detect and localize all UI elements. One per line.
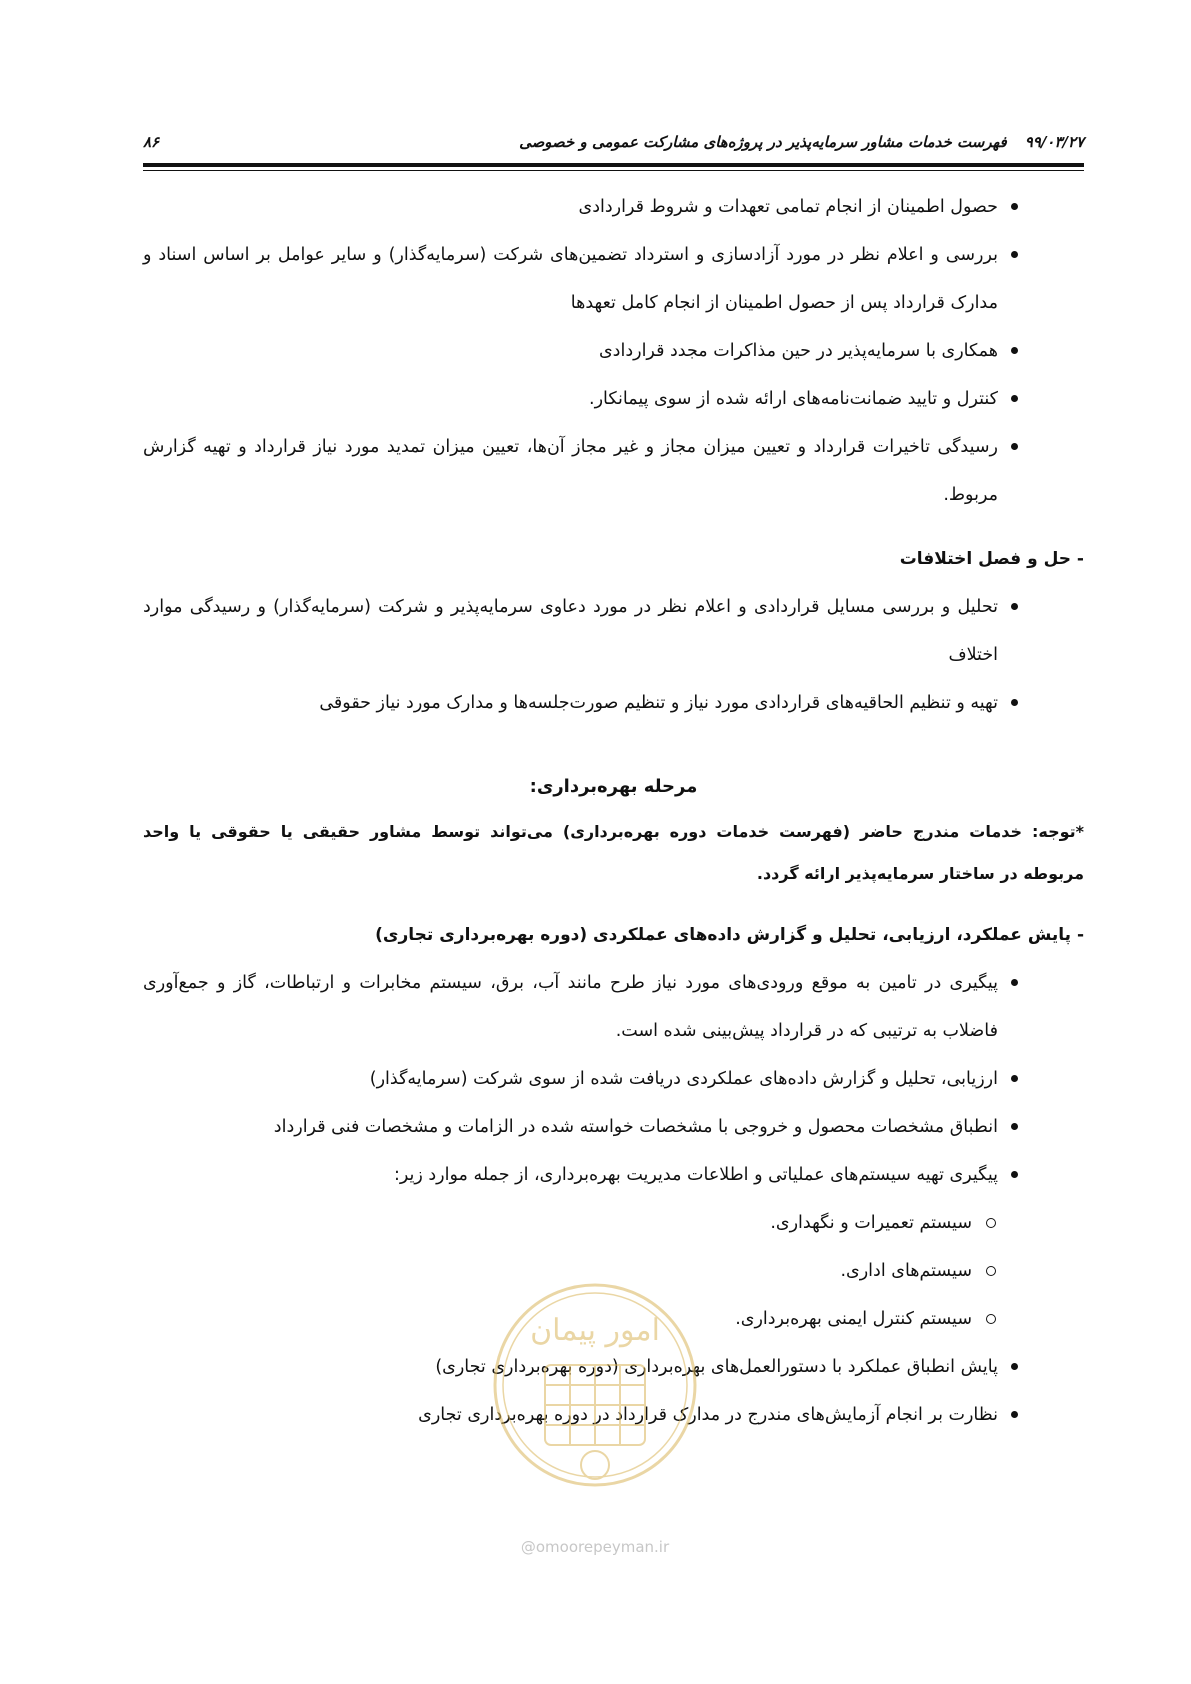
list-item: انطباق مشخصات محصول و خروجی با مشخصات خواسته شده در الزامات و مشخصات فنی قرارداد <box>143 1103 1084 1151</box>
header-date: ۹۹/۰۳/۲۷ <box>1024 133 1084 151</box>
list-item: همکاری با سرمایه‌پذیر در حین مذاکرات مجدد قراردادی <box>143 327 1084 375</box>
sub-list-item: سیستم‌های اداری. <box>143 1247 1084 1295</box>
watermark-logo-text: امور پیمان <box>530 1313 660 1348</box>
header-rule-thick <box>143 163 1084 167</box>
phase-note: *توجه: خدمات مندرج حاضر (فهرست خدمات دوره بهره‌برداری) می‌تواند توسط مشاور حقیقی یا حقوقی یا واحد مربوطه در ساختار سرمایه‌پذیر ارائه گردد. <box>143 822 1084 883</box>
list-item: پایش انطباق عملکرد با دستورالعمل‌های بهره‌برداری (دوره بهره‌برداری تجاری) <box>143 1343 1084 1391</box>
list-item: رسیدگی تاخیرات قرارداد و تعیین میزان مجاز و غیر مجاز آن‌ها، تعیین میزان تمدید مورد نیاز قرارداد و تهیه گزارش مربوط. <box>143 423 1084 519</box>
header-rule-thin <box>143 170 1084 171</box>
page-content <box>143 183 1084 1439</box>
list-item: تحلیل و بررسی مسایل قراردادی و اعلام نظر در مورد دعاوی سرمایه‌پذیر و شرکت (سرمایه‌گذار) و رسیدگی موارد اختلاف <box>143 583 1084 679</box>
list-item: بررسی و اعلام نظر در مورد آزادسازی و استرداد تضمین‌های شرکت (سرمایه‌گذار) و سایر عوامل بر اساس اسناد و مدارک قرارداد پس از حصول اطمینان از انجام کامل تعهدها <box>143 231 1084 327</box>
watermark-site: @omoorepeyman.ir <box>520 1538 670 1556</box>
header-title: فهرست خدمات مشاور سرمایه‌پذیر در پروژه‌های مشارکت عمومی و خصوصی <box>519 133 1007 151</box>
section-heading-monitoring: - پایش عملکرد، ارزیابی، تحلیل و گزارش داده‌های عملکردی (دوره بهره‌برداری تجاری) <box>375 925 1084 945</box>
list-item: تهیه و تنظیم الحاقیه‌های قراردادی مورد نیاز و تنظیم صورت‌جلسه‌ها و مدارک مورد نیاز حقوقی <box>143 679 1084 727</box>
list-item: ارزیابی، تحلیل و گزارش داده‌های عملکردی دریافت شده از سوی شرکت (سرمایه‌گذار) <box>143 1055 1084 1103</box>
header-title-group <box>519 133 1084 151</box>
watermark-logo-icon <box>485 1270 705 1500</box>
list-item: پیگیری در تامین به موقع ورودی‌های مورد نیاز طرح مانند آب، برق، سیستم مخابرات و ارتباطات، گاز و جمع‌آوری فاضلاب به ترتیبی که در قرارداد پیش‌بینی شده است. <box>143 959 1084 1055</box>
bullet-list-monitoring <box>143 959 1084 1199</box>
list-item: نظارت بر انجام آزمایش‌های مندرج در مدارک قرارداد در دوره بهره‌برداری تجاری <box>143 1391 1084 1439</box>
list-item: کنترل و تایید ضمانت‌نامه‌های ارائه شده از سوی پیمانکار. <box>143 375 1084 423</box>
page-number: ۸۶ <box>143 133 160 151</box>
bullet-list-disputes <box>143 583 1084 727</box>
page-header <box>143 128 1084 156</box>
list-item: پیگیری تهیه سیستم‌های عملیاتی و اطلاعات مدیریت بهره‌برداری، از جمله موارد زیر: <box>143 1151 1084 1199</box>
list-item: حصول اطمینان از انجام تمامی تعهدات و شروط قراردادی <box>143 183 1084 231</box>
sub-list-item: سیستم تعمیرات و نگهداری. <box>143 1199 1084 1247</box>
phase-title: مرحله بهره‌برداری: <box>529 776 698 797</box>
sub-list-item: سیستم کنترل ایمنی بهره‌برداری. <box>143 1295 1084 1343</box>
section-heading-disputes: - حل و فصل اختلافات <box>899 549 1084 569</box>
bullet-list-obligations <box>143 183 1084 519</box>
